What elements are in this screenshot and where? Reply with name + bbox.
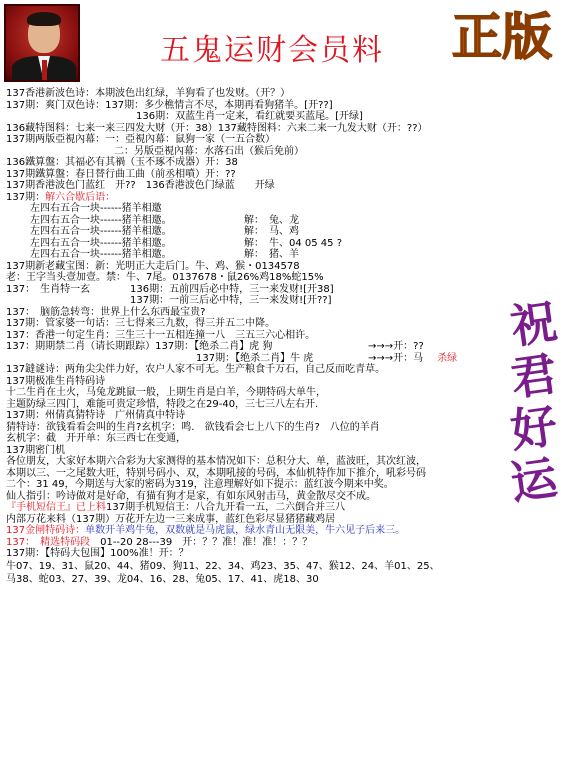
page-title: 五鬼运财会员料 xyxy=(160,33,384,68)
line-treasure-old: 老：王字当头壹加壹。禁：牛、7尾。0137678・鼠26%鸡18%蛇15% xyxy=(6,272,324,283)
side-char-3: 好 xyxy=(507,398,561,459)
content-body xyxy=(6,88,504,587)
line-sms-king-text: 137期手机短信王：八合九开看一五，二六倒合并三八 xyxy=(106,502,346,513)
line-ban-two-136-result: →→→开：马 xyxy=(368,352,424,364)
line-ban-two-136-kill: 杀绿 xyxy=(437,352,458,364)
line-zodiac-poem-title: 137期极准生肖特码诗 xyxy=(6,375,106,387)
side-char-4: 运 xyxy=(507,450,561,504)
riddle-row-4 xyxy=(6,238,504,250)
line-sms-king xyxy=(6,502,504,514)
line-golden-gate-label: 137金闸特码诗： xyxy=(6,525,86,536)
line-selected-range-value: 01--20 28---39 开：？？准！准！准！：？？ xyxy=(100,536,313,548)
line-internal-flowers: 内部万花来料（137期）万花开左边一三来成事，蓝红色彩尽显猪猪藏鸡居 xyxy=(6,513,336,525)
line-ban-two-136-text: 137期：【绝杀二肖】牛 虎 xyxy=(196,352,314,364)
line-hk-one-phrase: 137：香港一句定生肖：三生三十一五相连撞一八 三五三六心相许。 xyxy=(6,329,316,341)
side-char-2: 君 xyxy=(507,346,561,407)
line-selected-range xyxy=(6,537,504,549)
riddle-row-3 xyxy=(6,226,504,238)
line-5: 137期两版亞視內幕：一：亞視內幕：鼠狗一家（一五合数） xyxy=(6,134,276,145)
riddle-row-5-text: 左四右五合一块------猪羊相邀。 xyxy=(30,249,172,260)
line-mystery-word: 玄机字：截 开开单：东三西七在变通， xyxy=(6,433,186,444)
line-6: 二：另版亞視內幕：水落石出（猴后免前） xyxy=(114,145,304,157)
line-zodiac-poem-1: 十二生肖在土火，马兔龙跳鼠一般，上期生肖是白羊，今期特码大单牛， xyxy=(6,387,326,398)
line-zodiac-special-label: 137： 生肖特一玄 xyxy=(6,283,91,295)
riddle-row-1: 左四右五合一块------猪羊相邀 xyxy=(30,203,162,214)
riddle-row-3-text: 左四右五合一块------猪羊相邀。 xyxy=(30,226,172,237)
riddle-row-2-text: 左四右五合一块------猪羊相邀。 xyxy=(30,214,172,226)
zhengban-badge-text: 正版 xyxy=(452,8,552,64)
portrait-tie xyxy=(42,60,47,82)
line-golden-gate-text: 单数开羊鸡牛兔，双数就是马虎鼠，绿水青山无限美，牛六见子后来三。 xyxy=(85,525,406,536)
riddle-row-5 xyxy=(6,249,504,261)
line-guangzhou-title: 137期：州倩真猜特诗 广州倩真中特诗 xyxy=(6,410,186,421)
line-9: 137期香港波色门蓝红 开?? 136香港波色门绿蓝 开绿 xyxy=(6,180,275,191)
line-ban-two-136 xyxy=(6,353,504,365)
riddle-row-4-answer: 解： 牛、04 05 45 ? xyxy=(244,237,343,249)
zhengban-badge xyxy=(448,2,566,64)
line-zodiac-numbers-1: 牛07、19、31、鼠20、44、猪09、狗11、22、34、鸡23、35、47、猴12、24、羊01、25、 xyxy=(6,561,440,572)
line-secret-2: 本期以三、一之尾数大旺，特别号码小、双，本期吼接的号码，本仙机特作加下推介，吼彩号码 xyxy=(6,467,426,479)
riddle-row-4-text: 左四右五合一块------猪羊相邀。 xyxy=(30,237,172,249)
riddle-row-5-answer: 解： 猪、羊 xyxy=(244,249,299,260)
side-char-1: 祝 xyxy=(507,294,561,355)
side-blessing xyxy=(506,292,566,504)
line-housekeeper: 137期：管家婆一句话：三七得来三九数，得三并五二中降。 xyxy=(6,318,276,329)
riddle-row-2 xyxy=(6,215,504,227)
side-blessing-art xyxy=(506,292,566,504)
line-immortal-guide: 仙人指引：吟诗做对是好命，有猫有狗才是家，有如东风射击马，黄金散尽交不成。 xyxy=(6,490,376,502)
line-2: 137期：爽门双色诗：137期：多少樵情言不尽，本期再看狗猪羊。[开??] xyxy=(6,99,333,111)
line-8: 137期鐵算盤：春日替行曲工曲（前丞相噴）开：?? xyxy=(6,168,236,180)
line-guess-poem: 猜特诗：欲钱看看会叫的生肖?玄机字：鸣. 欲钱看会七上八下的生肖? 八位的羊肖 xyxy=(6,421,380,433)
line-zodiac-special xyxy=(6,284,504,296)
line-brain-teaser: 137： 脑筋急转弯：世界上什么东西最宝贵? xyxy=(6,306,206,318)
line-sms-king-tag: 『手机短信王』已上料 xyxy=(6,502,106,513)
line-secret-3: 二个：31 49，今期送与大家的密码为319，注意理解好如下提示：蓝红波今期来中奖。 xyxy=(6,479,394,490)
line-selected-range-label: 137： 精选特码段 xyxy=(6,536,91,548)
riddle-row-3-answer: 解： 马、鸡 xyxy=(244,226,299,237)
zhengban-badge-art xyxy=(448,2,566,64)
line-ban-two-text: 137：期期禁二肖（请长期跟踪）137期：【绝杀二肖】虎 狗 xyxy=(6,341,273,352)
portrait-hair xyxy=(27,12,61,26)
portrait-photo xyxy=(4,4,80,82)
line-secret-title: 137期密门机 xyxy=(6,444,66,456)
line-7: 136鐵算盤：其福必有其禍（玉不琢不成器）开：38 xyxy=(6,157,238,168)
line-riddle-poem: 137鐽谜诗：两角尖尖伴力好，农户人家不可无。生产粮食千万石，自己反而吃青草。 xyxy=(6,364,386,375)
line-golden-gate xyxy=(6,525,504,537)
line-zodiac-special-136: 136期：五前四后必中特，三一来发财![开38] xyxy=(130,283,334,295)
line-10-prefix: 137期： xyxy=(6,191,46,203)
line-zodiac-special-137: 137期：一前三后必中特，三一来发财![开??] xyxy=(130,295,332,306)
line-10-riddle: 解六合歇后语： xyxy=(45,191,116,203)
line-zodiac-numbers-2: 马38、蛇03、27、39、龙04、16、28、兔05、17、41、虎18、30 xyxy=(6,574,319,585)
line-ban-two-result: →→→开：?? xyxy=(368,341,424,352)
line-treasure-new: 137期新老藏宝图：新：光明正大走后门。牛、鸡、猴・0134578 xyxy=(6,260,300,272)
riddle-row-2-answer: 解： 兔、龙 xyxy=(244,214,299,226)
line-big-encircle: 137期：【特码大包围】100%准！开：？ xyxy=(6,548,189,559)
line-1: 137香港新波色诗：本期波色出红绿，羊狗看了也发财。（开？） xyxy=(6,88,291,99)
line-3: 136期：双蓝生肖一定来，看红就要买蓝尾。[开绿] xyxy=(136,111,363,122)
line-secret-1: 各位朋友，大家好本期六合彩为大家测得的基本情况如下：总积分大、单，蓝波旺，其次红波， xyxy=(6,456,426,467)
line-10 xyxy=(6,192,504,204)
line-4: 136藏特图料：七来一来三四发大财（开：38）137藏特图料：六来二来一九发大财（开：??） xyxy=(6,122,428,134)
line-zodiac-poem-2: 主题防绿三四门，难能可贵定珍惜，特段之在29-40，三七三八左右开. xyxy=(6,398,319,410)
line-ban-two xyxy=(6,341,504,353)
